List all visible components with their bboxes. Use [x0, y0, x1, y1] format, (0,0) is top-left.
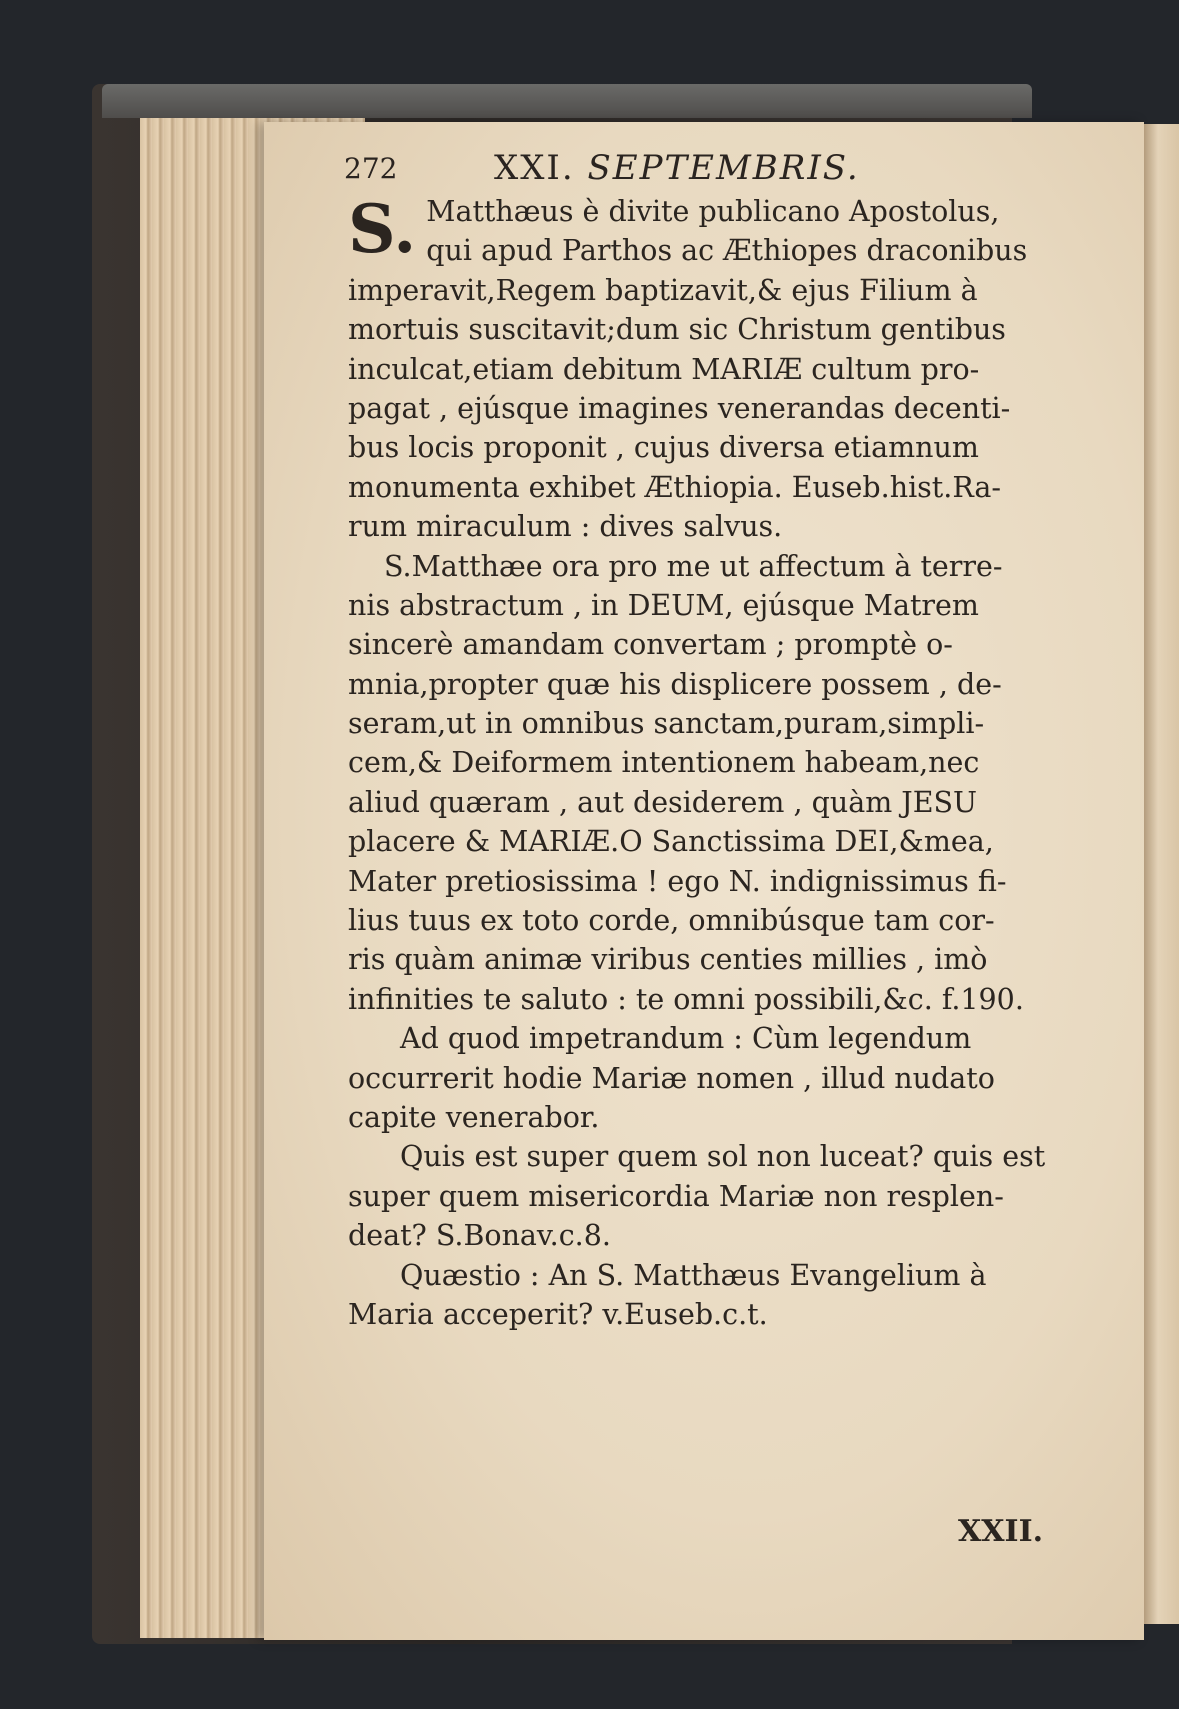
text-line: lius tuus ex toto corde, omnibúsque tam cor-: [348, 904, 995, 938]
text-line: super quem misericordia Mariæ non resplen-: [348, 1179, 1004, 1213]
text-line: imperavit,Regem baptizavit,& ejus Filium à: [348, 273, 978, 307]
text-line: nis abstractum , in DEUM, ejúsque Matrem: [348, 588, 979, 622]
text-line: occurrerit hodie Mariæ nomen , illud nudato: [348, 1061, 995, 1095]
text-line: bus locis proponit , cujus diversa etiamnum: [348, 431, 979, 465]
text-line: qui apud Parthos ac Æthiopes draconibus: [426, 234, 1028, 268]
text-line: Matthæus è divite publicano Apostolus,: [426, 195, 1000, 228]
text-line: aliud quæram , aut desiderem , quàm JESU: [348, 785, 978, 819]
page-header: [344, 148, 944, 192]
book-cover-top-edge: [102, 84, 1032, 118]
text-line: Maria acceperit? v.Euseb.c.t.: [348, 1297, 768, 1331]
body-text: [348, 190, 1046, 1334]
text-line: monumenta exhibet Æthiopia. Euseb.hist.Ra-: [348, 470, 1002, 504]
page-number: 272: [344, 152, 398, 185]
text-line: S.Matthæe ora pro me ut affectum à terre-: [384, 549, 1003, 583]
drop-capital: S.: [348, 190, 417, 268]
text-line: cem,& Deiformem intentionem habeam,nec: [348, 746, 980, 780]
text-line: sincerè amandam convertam ; promptè o-: [348, 628, 953, 662]
text-line: placere & MARIÆ.O Sanctissima DEI,&mea,: [348, 825, 994, 859]
text-line: inculcat,etiam debitum MARIÆ cultum pro-: [348, 352, 980, 386]
text-line: infinities te saluto : te omni possibili,&c. f.190.: [348, 982, 1024, 1016]
text-line: mnia,propter quæ his displicere possem , de-: [348, 667, 1002, 701]
text-line: capite venerabor.: [348, 1100, 600, 1134]
text-line: seram,ut in omnibus sanctam,puram,simpli-: [348, 707, 985, 741]
catchword: XXII.: [958, 1514, 1044, 1549]
text-line: Mater pretiosissima ! ego N. indignissimus fi-: [348, 864, 1007, 898]
text-line: pagat , ejúsque imagines venerandas decenti-: [348, 391, 1011, 425]
text-line: mortuis suscitavit;dum sic Christum gentibus: [348, 313, 1006, 347]
text-line: Ad quod impetrandum : Cùm legendum: [400, 1022, 972, 1056]
running-head-day: XXI.: [494, 148, 575, 188]
text-line: ris quàm animæ viribus centies millies , imò: [348, 943, 988, 977]
text-line: deat? S.Bonav.c.8.: [348, 1219, 611, 1253]
text-line: rum miraculum : dives salvus.: [348, 510, 783, 544]
text-line: Quis est super quem sol non luceat? quis est: [400, 1140, 1046, 1174]
facing-page-edge: [1144, 124, 1179, 1624]
running-head: [494, 148, 860, 188]
running-head-month: SEPTEMBRIS.: [587, 148, 860, 188]
text-line: Quæstio : An S. Matthæus Evangelium à: [400, 1258, 987, 1292]
